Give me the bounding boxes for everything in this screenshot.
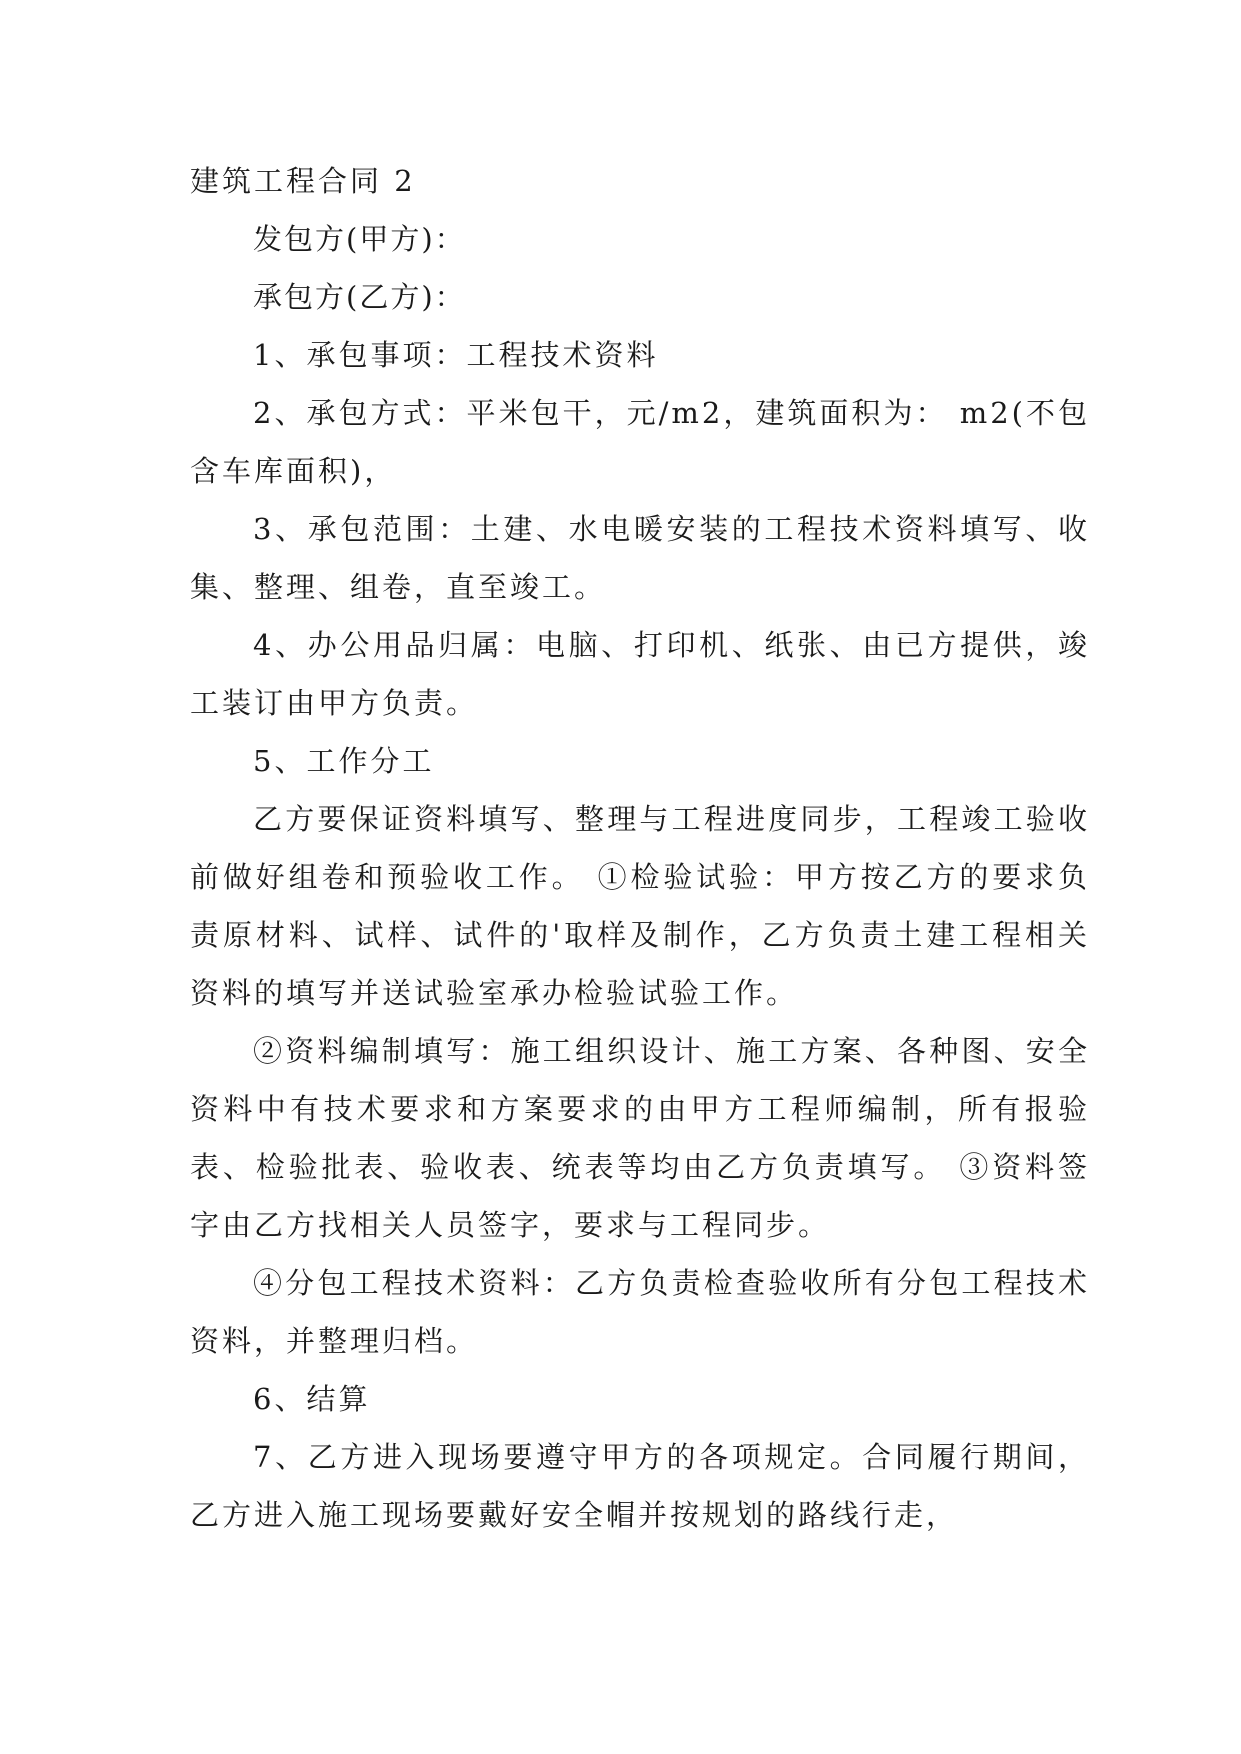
clause-7-site-rules: 7、乙方进入现场要遵守甲方的各项规定。合同履行期间，乙方进入施工现场要戴好安全帽并按规划的路线行走，: [190, 1440, 1090, 1532]
clause-5-paragraph-3: ④分包工程技术资料：乙方负责检查验收所有分包工程技术资料，并整理归档。: [190, 1266, 1090, 1358]
party-b-line: 承包方(乙方)：: [253, 280, 466, 314]
clause-4-office-supplies: 4、办公用品归属：电脑、打印机、纸张、由已方提供，竣工装订由甲方负责。: [190, 628, 1090, 720]
party-a-line: 发包方(甲方)：: [253, 222, 466, 256]
clause-5-heading: 5、工作分工: [253, 744, 435, 778]
clause-1-scope-item: 1、承包事项：工程技术资料: [253, 338, 659, 372]
document-title: 建筑工程合同 2: [190, 164, 416, 198]
clause-6-settlement: 6、结算: [253, 1382, 371, 1416]
clause-2-contract-method: 2、承包方式：平米包干，元/m2，建筑面积为： m2(不包含车库面积)，: [190, 396, 1090, 488]
clause-5-paragraph-1: 乙方要保证资料填写、整理与工程进度同步，工程竣工验收前做好组卷和预验收工作。 ①检验试验：甲方按乙方的要求负责原材料、试样、试件的'取样及制作，乙方负责土建工程相关资料的填写并送试验室承办检验试验工作。: [190, 802, 1090, 1010]
document-page: [190, 152, 1090, 1544]
clause-5-paragraph-2: ②资料编制填写：施工组织设计、施工方案、各种图、安全资料中有技术要求和方案要求的由甲方工程师编制，所有报验表、检验批表、验收表、统表等均由乙方负责填写。 ③资料签字由乙方找相关人员签字，要求与工程同步。: [190, 1034, 1090, 1242]
clause-3-contract-range: 3、承包范围：土建、水电暖安装的工程技术资料填写、收集、整理、组卷，直至竣工。: [190, 512, 1090, 604]
